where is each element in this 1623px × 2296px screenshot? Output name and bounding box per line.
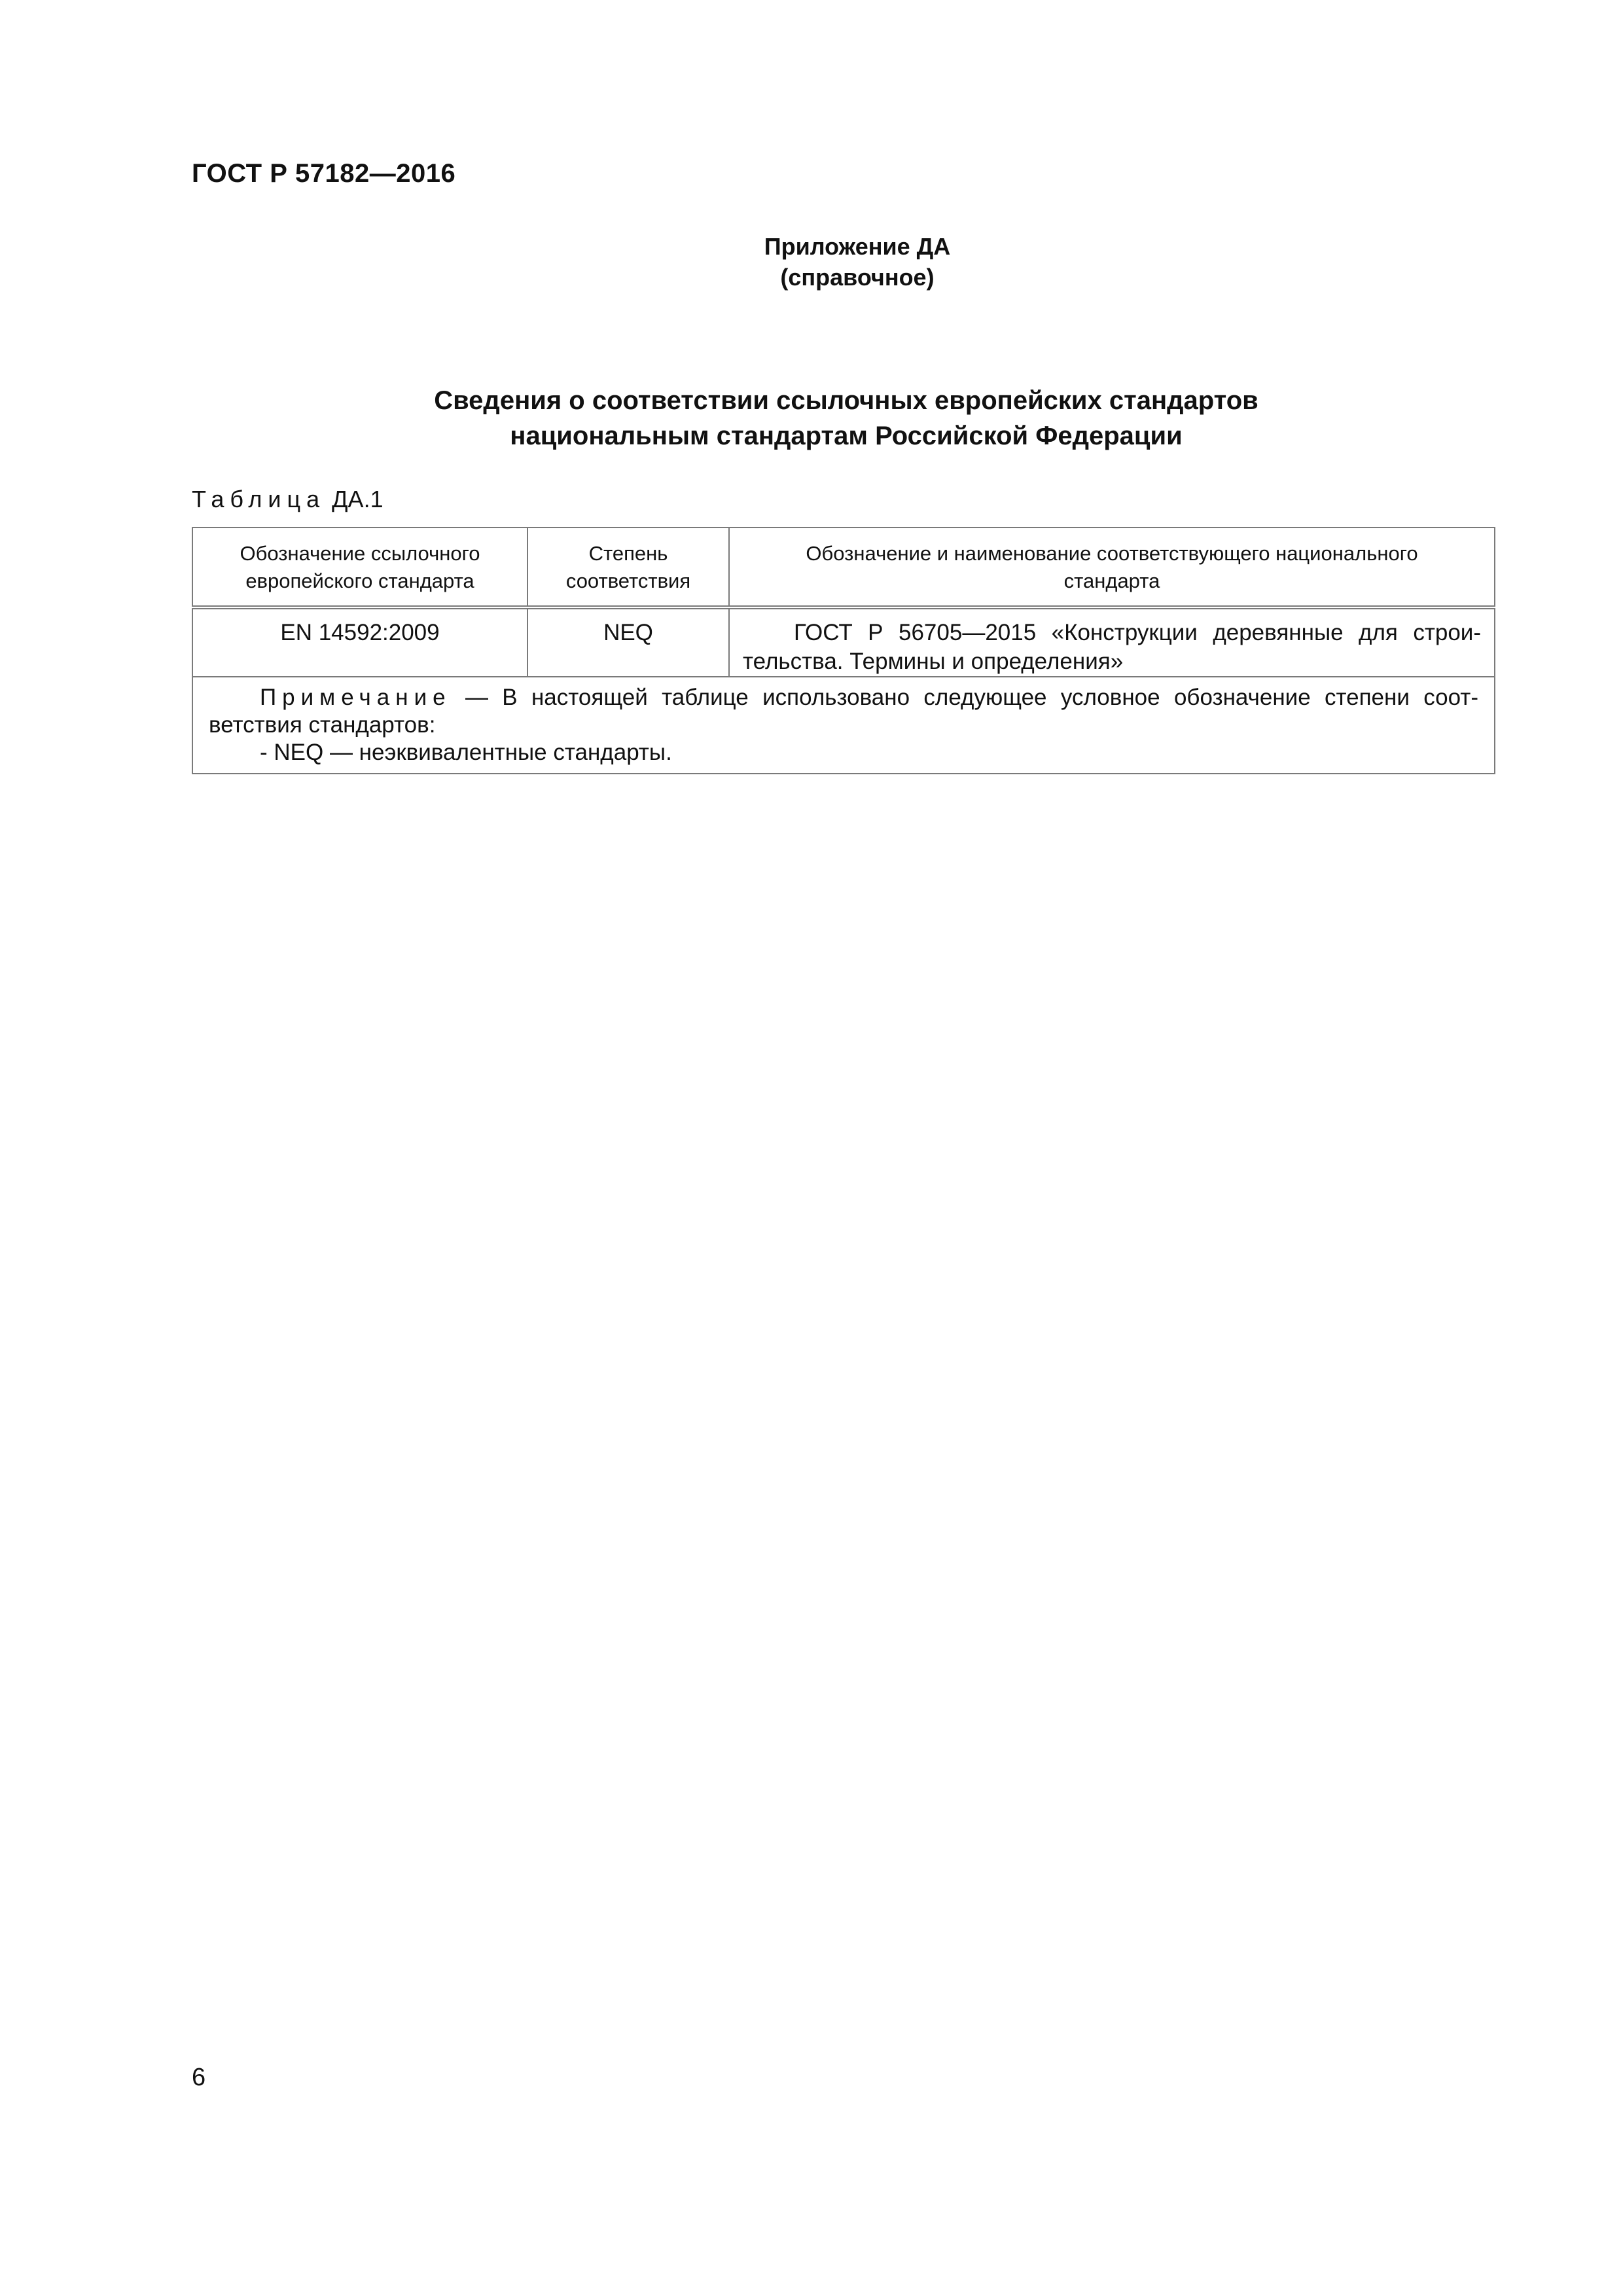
table-caption [192,486,383,513]
note-label: Примечание [260,685,452,710]
appendix-type: (справочное) [780,264,935,291]
page-number: 6 [192,2064,206,2091]
note-line-1 [209,684,1478,711]
table-note [192,677,1495,774]
cell-national-standard-line-1: ГОСТ Р 56705—2015 «Конструкции деревянные для строи- [794,620,1481,645]
note-line-2: ветствия стандартов: [209,712,436,738]
header-european-standard-line-2: европейского стандарта [245,569,474,592]
table-row [192,607,1495,677]
table-header-row [192,528,1495,607]
table-note-row [192,677,1495,774]
correspondence-table [192,527,1495,774]
cell-national-standard [729,607,1495,677]
header-national-standard-line-1: Обозначение и наименование соответствующего национального [806,542,1418,565]
header-degree-line-2: соответствия [565,569,691,592]
section-title-line-1: Сведения о соответствии ссылочных европейских стандартов [434,386,1258,415]
section-title-line-2: национальным стандартам Российской Федерации [510,422,1183,450]
header-european-standard [192,528,527,607]
note-line-3: - NEQ — неэквивалентные стандарты. [260,740,672,765]
cell-national-standard-line-2: тельства. Термины и определения» [743,649,1124,674]
cell-european-standard: EN 14592:2009 [192,607,527,677]
header-degree-line-1: Степень [588,542,668,565]
header-national-standard-line-2: стандарта [1063,569,1160,592]
appendix-label: Приложение ДА [764,233,951,260]
appendix-heading [681,231,1034,293]
document-code: ГОСТ Р 57182—2016 [192,159,456,188]
note-text-1: — В настоящей таблице использовано следующее условное обозначение степени соот- [451,685,1478,710]
header-european-standard-line-1: Обозначение ссылочного [240,542,480,565]
table-caption-word: Таблица [192,486,326,512]
section-title [192,383,1501,454]
header-degree [527,528,729,607]
table-caption-number: ДА.1 [332,486,383,512]
cell-degree: NEQ [527,607,729,677]
header-national-standard [729,528,1495,607]
